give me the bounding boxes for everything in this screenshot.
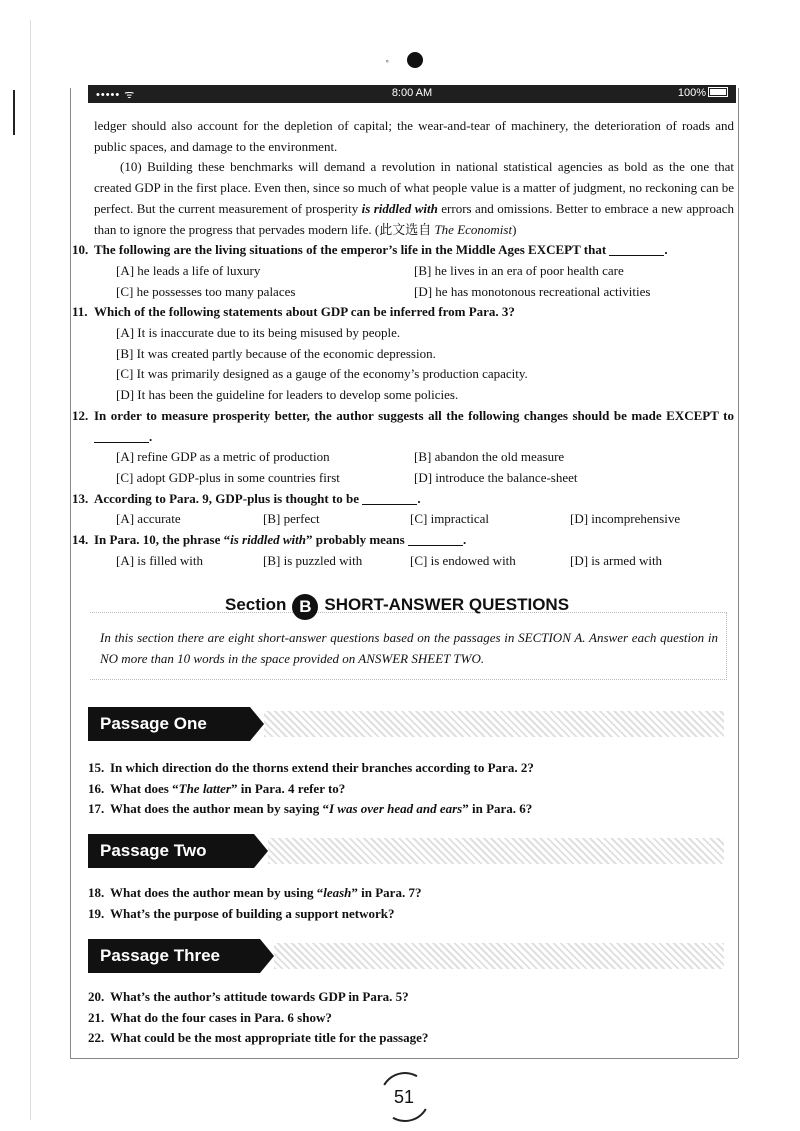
banner-arrow [260, 939, 274, 973]
para10-text-a: (10) Building these benchmarks will demand a revolution in national statistical agencies as bold as the one that created GDP in the first place. Even then, since so much of what people value is a matter of judgment, no reckoning can be perfect. But the current measurement of prosperity [94, 159, 734, 216]
option-b[interactable]: [B] perfect [263, 511, 320, 527]
passage-label: Passage One [88, 707, 250, 741]
question-stem: In order to measure prosperity better, the author suggests all the following changes should be made EXCEPT to [94, 407, 734, 423]
question-number: 13. [72, 490, 89, 506]
passage-two-banner [88, 834, 728, 868]
stem-end: . [462, 532, 467, 548]
option-b[interactable]: [B] is puzzled with [263, 552, 363, 568]
option-a[interactable]: [A] It is inaccurate due to its being misused by people. [116, 325, 401, 341]
signal-icon: ••••• ᯤ [96, 89, 136, 101]
page-frame-bottom [70, 1058, 738, 1059]
stem-end: . [149, 428, 153, 444]
option-b[interactable]: [B] It was created partly because of the economic depression. [116, 345, 436, 361]
options-row [94, 282, 734, 303]
question-16 [88, 779, 728, 800]
scan-edge-mark [13, 90, 15, 135]
question-19 [88, 904, 728, 925]
question-22 [88, 1028, 728, 1049]
option-d[interactable]: [D] incomprehensive [570, 511, 681, 527]
passage-two-questions [88, 883, 728, 924]
option-a[interactable]: [A] refine GDP as a metric of production [116, 449, 330, 465]
page-frame-left [70, 88, 71, 1058]
passage-label: Passage Two [88, 834, 254, 868]
question-10 [72, 240, 734, 261]
camera-dot [407, 52, 423, 68]
passage-one-questions [88, 758, 728, 820]
question-stem: According to Para. 9, GDP-plus is thought to be [94, 490, 360, 506]
answer-blank [94, 428, 149, 443]
option-d[interactable]: [D] introduce the balance-sheet [414, 469, 578, 485]
stem-end: . [417, 490, 421, 506]
answer-blank [609, 241, 664, 256]
option-a[interactable]: [A] is filled with [116, 552, 204, 568]
question-number: 19. [88, 905, 105, 921]
option-d[interactable]: [D] It has been the guideline for leaders to develop some policies. [116, 387, 459, 403]
battery-icon [708, 87, 728, 97]
question-text-b: ” in Para. 4 refer to? [230, 780, 346, 796]
question-20 [88, 987, 728, 1008]
question-number: 22. [88, 1030, 105, 1045]
question-text: What’s the author’s attitude towards GDP in Para. 5? [110, 989, 409, 1004]
section-prefix: Section [225, 595, 287, 614]
section-title: SHORT-ANSWER QUESTIONS [324, 595, 570, 614]
question-stem-emphasis: is riddled with [230, 532, 306, 548]
battery-indicator [678, 87, 728, 99]
question-13 [72, 489, 734, 510]
option-a[interactable]: [A] accurate [116, 511, 181, 527]
device-status-bar [88, 85, 736, 103]
paragraph-9-continued: ledger should also account for the depletion of capital; the wear-and-tear of machinery, the deterioration of roads and public spaces, and damage to the environment. [94, 118, 734, 154]
question-text-a: What does the author mean by saying “ [110, 801, 329, 816]
question-number: 12. [72, 407, 89, 423]
options-row [94, 447, 734, 468]
para10-end: ) [512, 221, 517, 237]
question-emphasis: The latter [178, 780, 231, 796]
reading-passage-and-questions [72, 116, 734, 571]
question-text-b: ” in Para. 7? [351, 885, 422, 900]
question-text-a: What does the author mean by using “ [110, 885, 324, 900]
banner-arrow [250, 707, 264, 741]
question-number: 21. [88, 1009, 105, 1025]
question-11 [72, 302, 734, 323]
banner-arrow [254, 834, 268, 868]
page-number: 51 [393, 1087, 415, 1107]
banner-texture [274, 943, 724, 969]
question-text-b: ” in Para. 6? [462, 801, 533, 816]
section-b-heading [225, 594, 569, 620]
question-stem: The following are the living situations of the emperor’s life in the Middle Ages EXCEPT that [94, 242, 607, 258]
options-row [94, 509, 734, 530]
camera-speck: ∘ [385, 56, 390, 66]
passage-label: Passage Three [88, 939, 260, 973]
option-b[interactable]: [B] abandon the old measure [414, 449, 565, 465]
option-c[interactable]: [C] he possesses too many palaces [116, 283, 296, 299]
section-letter-badge: B [292, 594, 318, 620]
options-row [94, 468, 734, 489]
question-number: 11. [72, 304, 88, 320]
question-emphasis: I was over head and ears [328, 801, 463, 816]
banner-texture [264, 711, 724, 737]
question-number: 14. [72, 532, 89, 548]
question-number: 18. [88, 885, 105, 900]
options-row [94, 551, 734, 572]
question-number: 17. [88, 801, 105, 816]
question-17 [88, 799, 728, 820]
scan-edge-line [30, 20, 31, 1120]
stem-end: . [664, 242, 668, 258]
banner-texture [268, 838, 724, 864]
page-frame-right [738, 88, 739, 1058]
question-15 [88, 758, 728, 779]
para10-text-b: errors and omissions. Better to embrace a new approach than to ignore the progress that pervades modern life. (此文选自 [94, 200, 734, 237]
question-emphasis: leash [323, 885, 352, 900]
question-text-a: What does “ [110, 780, 179, 796]
option-c[interactable]: [C] impractical [410, 511, 490, 527]
question-text: What do the four cases in Para. 6 show? [110, 1009, 332, 1025]
question-stem: Which of the following statements about GDP can be inferred from Para. 3? [94, 304, 515, 320]
question-number: 10. [72, 242, 89, 258]
question-12 [72, 406, 734, 447]
option-c[interactable]: [C] It was primarily designed as a gauge of the economy’s production capacity. [116, 366, 528, 382]
option-d[interactable]: [D] is armed with [570, 552, 663, 568]
option-c[interactable]: [C] adopt GDP-plus in some countries first [116, 469, 340, 485]
question-14 [72, 530, 734, 551]
paragraph-10 [94, 157, 734, 240]
passage-three-questions [88, 987, 728, 1049]
question-18 [88, 883, 728, 904]
question-text: What’s the purpose of building a support network? [110, 905, 395, 921]
question-stem-a: In Para. 10, the phrase “ [94, 532, 231, 548]
status-time: 8:00 AM [391, 87, 433, 99]
question-text: What could be the most appropriate title for the passage? [110, 1030, 429, 1045]
source-name: The Economist [434, 221, 513, 237]
option-c[interactable]: [C] is endowed with [410, 552, 516, 568]
options-row [94, 261, 734, 282]
question-number: 20. [88, 989, 105, 1004]
option-a[interactable]: [A] he leads a life of luxury [116, 262, 261, 278]
option-d[interactable]: [D] he has monotonous recreational activities [414, 283, 651, 299]
question-stem-b: ” probably means [306, 532, 405, 548]
section-b-instructions: In this section there are eight short-answer questions based on the passages in SECTION A. Answer each question in NO more than 10 words in the space provided on ANSWER SHEET TWO. [100, 630, 718, 666]
question-21 [88, 1008, 728, 1029]
question-number: 15. [88, 760, 105, 775]
battery-percent: 100% [677, 87, 706, 99]
para10-emphasis: is riddled with [361, 200, 438, 216]
answer-blank [362, 490, 417, 505]
passage-three-banner [88, 939, 728, 973]
passage-one-banner [88, 707, 728, 741]
option-b[interactable]: [B] he lives in an era of poor health care [414, 262, 624, 278]
answer-blank [408, 531, 463, 546]
question-text: In which direction do the thorns extend their branches according to Para. 2? [110, 760, 534, 775]
question-number: 16. [88, 780, 105, 796]
